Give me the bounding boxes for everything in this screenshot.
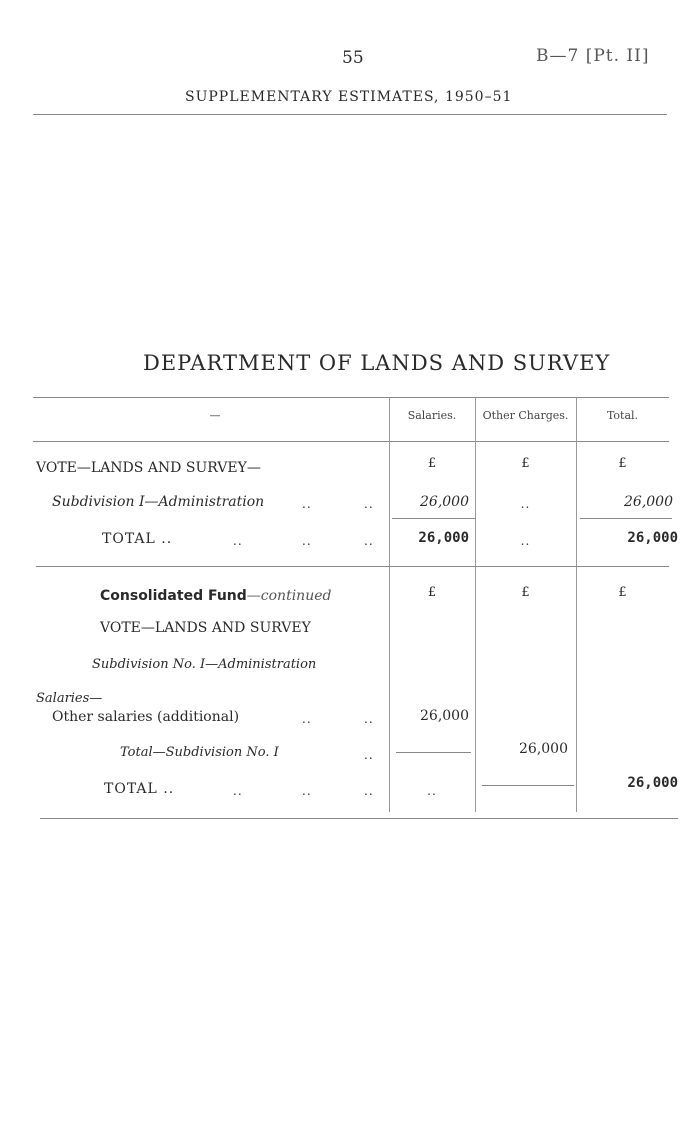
running-head: SUPPLEMENTARY ESTIMATES, 1950–51 xyxy=(185,89,513,105)
leader-dots: .. xyxy=(364,784,374,798)
currency-symbol: £ xyxy=(427,585,437,600)
item-salaries-value: 26,000 xyxy=(420,708,469,724)
leader-dots: .. xyxy=(233,784,243,798)
subdivision-salaries: 26,000 xyxy=(420,494,469,510)
vote-label: VOTE—LANDS AND SURVEY— xyxy=(36,460,261,476)
subdivision-other-charges: .. xyxy=(520,497,531,511)
department-title: DEPARTMENT OF LANDS AND SURVEY xyxy=(143,351,611,375)
leader-dots: .. xyxy=(302,712,312,726)
total-column-header: Total. xyxy=(606,409,639,422)
total-label: TOTAL .. xyxy=(102,531,173,547)
detail-total-label: TOTAL .. xyxy=(104,781,175,797)
page-number: 55 xyxy=(342,48,364,68)
table-head-rule xyxy=(33,441,669,442)
document-reference: B—7 [Pt. II] xyxy=(536,46,650,66)
section-rule xyxy=(36,566,669,567)
currency-symbol: £ xyxy=(521,456,530,471)
detail-total-value: 26,000 xyxy=(627,775,678,791)
detail-vote-label: VOTE—LANDS AND SURVEY xyxy=(100,620,311,636)
blank-column-header: — xyxy=(209,409,221,422)
other-charges-column-header: Other Charges. xyxy=(482,409,569,422)
currency-symbol: £ xyxy=(618,585,627,600)
header-rule xyxy=(33,114,667,115)
fund-heading xyxy=(100,588,331,604)
total-other-charges: .. xyxy=(520,534,531,548)
leader-dots: .. xyxy=(364,712,374,726)
subtotal-label: Total—Subdivision No. I xyxy=(120,745,279,760)
leader-dots: .. xyxy=(364,748,374,762)
leader-dots: .. xyxy=(302,497,312,511)
salaries-column-header: Salaries. xyxy=(407,409,457,422)
subdivision-total: 26,000 xyxy=(624,494,673,510)
total-salaries: 26,000 xyxy=(418,530,469,546)
salaries-heading: Salaries— xyxy=(36,691,103,706)
leader-dots: .. xyxy=(364,534,374,548)
item-label: Other salaries (additional) xyxy=(52,709,240,725)
subtotal-rule xyxy=(392,518,476,519)
leader-dots: .. xyxy=(302,784,312,798)
currency-symbol: £ xyxy=(521,585,530,600)
fund-label: Consolidated Fund xyxy=(100,588,247,604)
subdivision-label: Subdivision I—Administration xyxy=(52,494,265,510)
detail-total-salaries: .. xyxy=(427,784,437,798)
leader-dots: .. xyxy=(233,534,243,548)
subtotal-rule xyxy=(482,785,574,786)
leader-dots: .. xyxy=(364,497,374,511)
subtotal-value: 26,000 xyxy=(519,741,568,757)
table-top-rule xyxy=(33,397,669,398)
subtotal-rule xyxy=(396,752,471,753)
fund-suffix: —continued xyxy=(246,588,332,604)
currency-symbol: £ xyxy=(427,456,437,471)
total-total: 26,000 xyxy=(627,530,678,546)
leader-dots: .. xyxy=(302,534,312,548)
subtotal-rule xyxy=(580,518,672,519)
table-bottom-rule xyxy=(40,818,678,819)
detail-subdivision-heading: Subdivision No. I—Administration xyxy=(92,657,317,672)
currency-symbol: £ xyxy=(618,456,627,471)
